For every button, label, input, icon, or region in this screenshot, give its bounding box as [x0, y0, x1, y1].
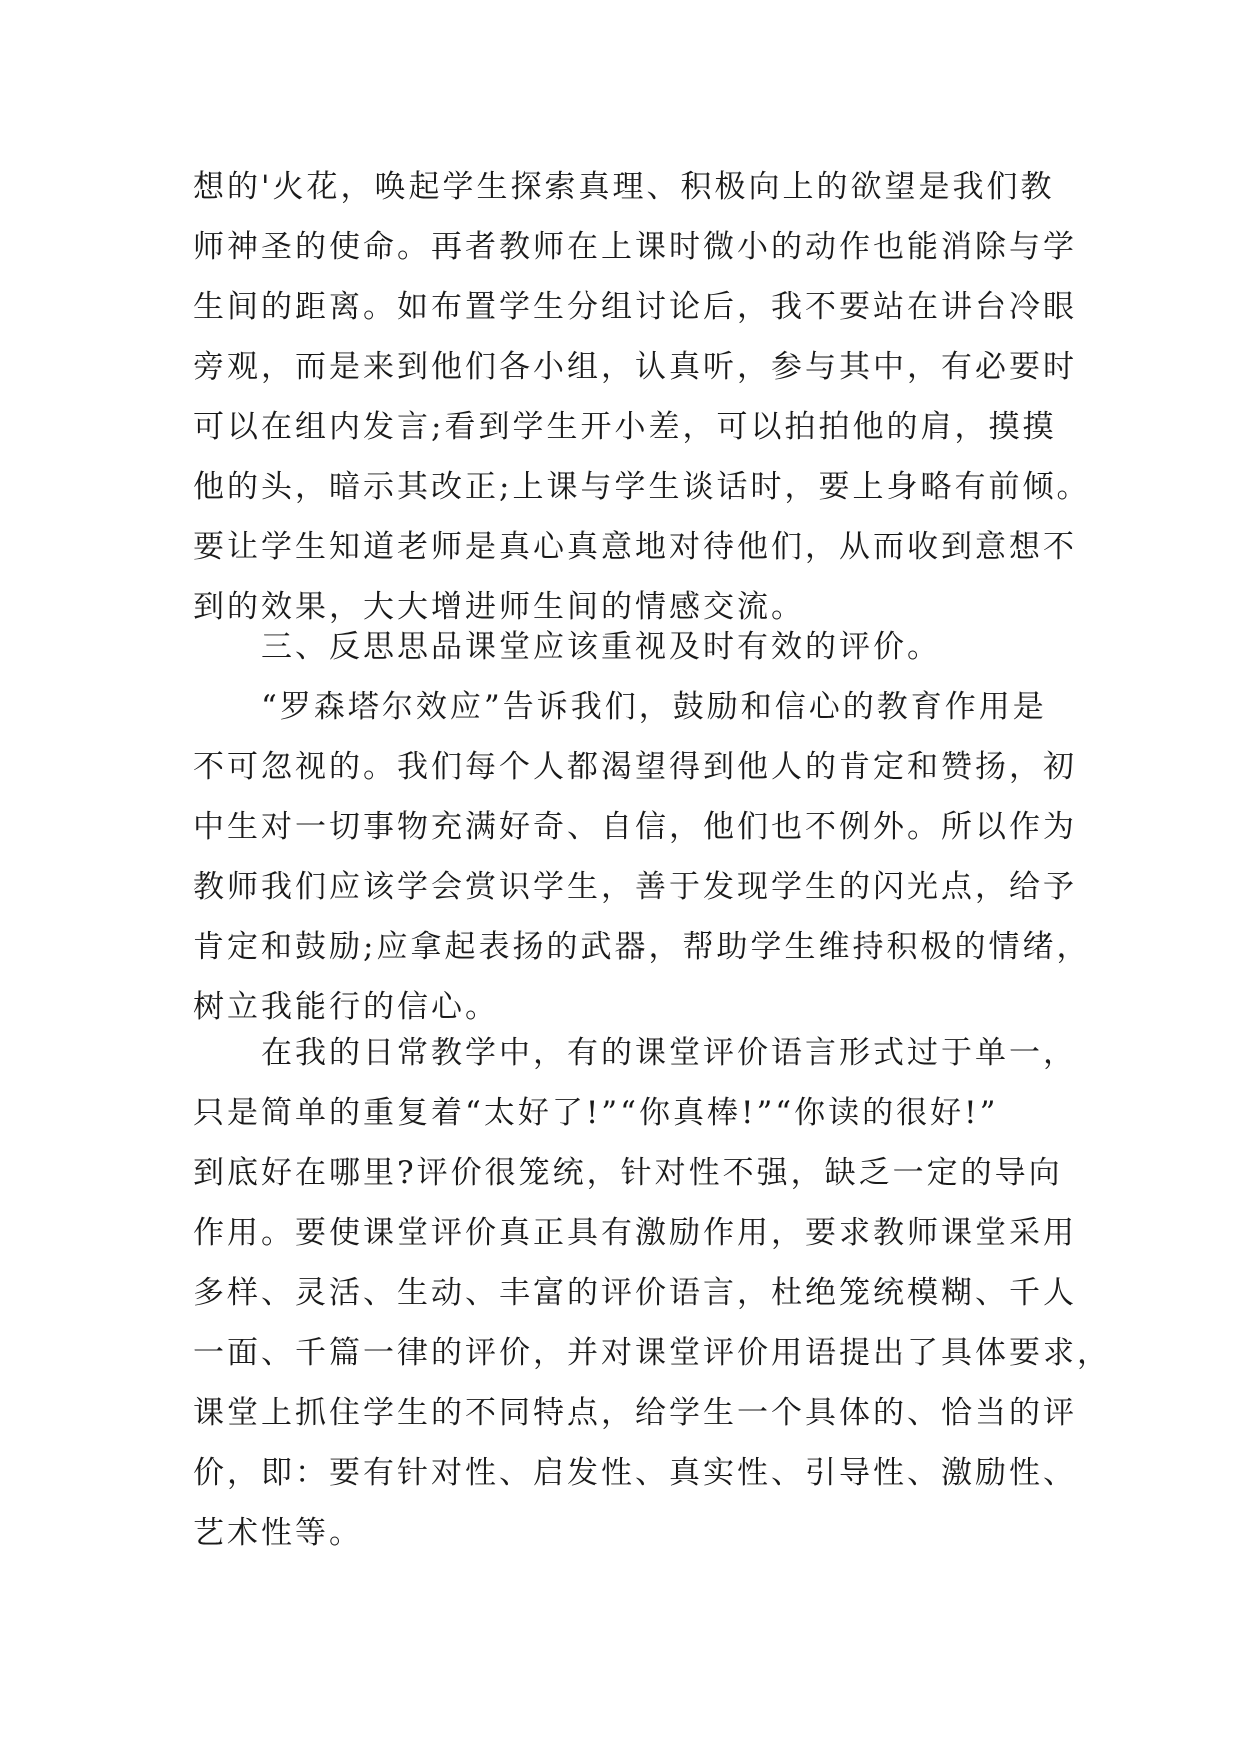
text-line: 作用。要使课堂评价真正具有激励作用，要求教师课堂采用	[193, 1215, 1077, 1251]
text-line: 价，即：要有针对性、启发性、真实性、引导性、激励性、	[193, 1455, 1077, 1491]
text-line: 只是简单的重复着“太好了!”“你真棒!”“你读的很好!”	[193, 1095, 999, 1131]
text-line: 教师我们应该学会赏识学生，善于发现学生的闪光点，给予	[193, 869, 1077, 905]
text-line: 树立我能行的信心。	[193, 989, 499, 1025]
paragraph-teacher-gestures	[193, 157, 1091, 637]
text-line: 到的效果，大大增进师生间的情感交流。	[193, 589, 805, 625]
text-line: 旁观，而是来到他们各小组，认真听，参与其中，有必要时	[193, 349, 1077, 385]
text-line: 可以在组内发言;看到学生开小差，可以拍拍他的肩，摸摸	[193, 409, 1057, 445]
text-line: 不可忽视的。我们每个人都渴望得到他人的肯定和赞扬，初	[193, 749, 1077, 785]
text-line: 想的'火花，唤起学生探索真理、积极向上的欲望是我们教	[193, 169, 1055, 205]
text-line: 艺术性等。	[193, 1515, 363, 1551]
section-heading: 三、反思思品课堂应该重视及时有效的评价。	[193, 629, 941, 665]
text-line: 一面、千篇一律的评价，并对课堂评价用语提出了具体要求，	[193, 1335, 1111, 1371]
paragraph-evaluation-language	[193, 1023, 1111, 1563]
text-line: 多样、灵活、生动、丰富的评价语言，杜绝笼统模糊、千人	[193, 1275, 1077, 1311]
text-line: 生间的距离。如布置学生分组讨论后，我不要站在讲台冷眼	[193, 289, 1077, 325]
text-line: “罗森塔尔效应”告诉我们，鼓励和信心的教育作用是	[193, 689, 1047, 725]
section-three	[193, 617, 1091, 1037]
text-line: 肯定和鼓励;应拿起表扬的武器，帮助学生维持积极的情绪，	[193, 929, 1091, 965]
text-line: 课堂上抓住学生的不同特点，给学生一个具体的、恰当的评	[193, 1395, 1077, 1431]
text-line: 要让学生知道老师是真心真意地对待他们，从而收到意想不	[193, 529, 1077, 565]
text-line: 中生对一切事物充满好奇、自信，他们也不例外。所以作为	[193, 809, 1077, 845]
text-line: 师神圣的使命。再者教师在上课时微小的动作也能消除与学	[193, 229, 1077, 265]
text-line: 他的头，暗示其改正;上课与学生谈话时，要上身略有前倾。	[193, 469, 1091, 505]
text-line: 到底好在哪里?评价很笼统，针对性不强，缺乏一定的导向	[193, 1155, 1063, 1191]
text-line: 在我的日常教学中，有的课堂评价语言形式过于单一，	[193, 1035, 1077, 1071]
